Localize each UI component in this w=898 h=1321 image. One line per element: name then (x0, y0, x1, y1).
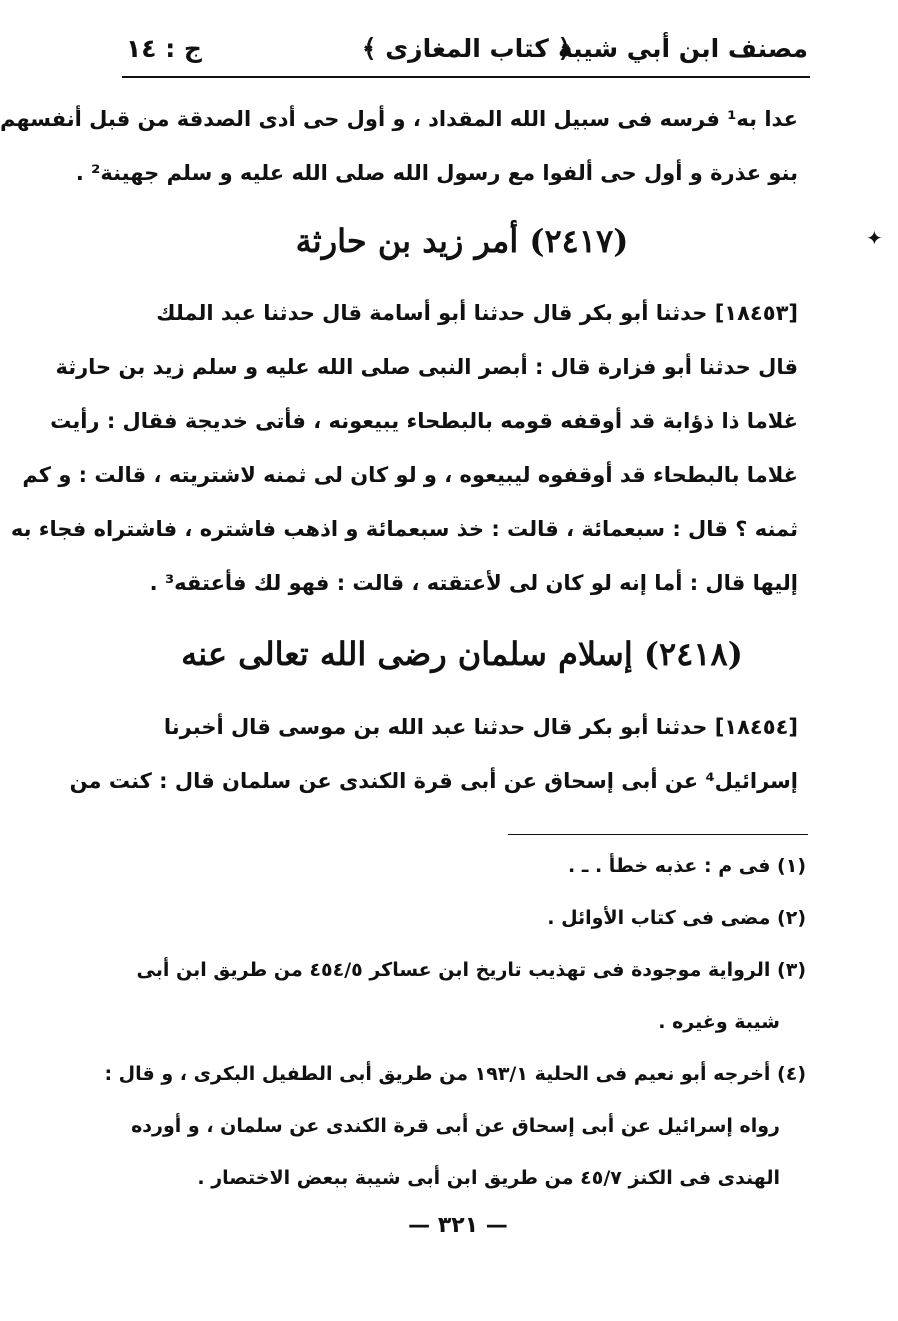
text-line: ثمنه ؟ قال : سبعمائة ، قالت : خذ سبعمائة و اذهب فاشتره ، فاشتراه فجاء به (10, 517, 798, 541)
book-title: مصنف ابن أبي شيبة (557, 34, 808, 63)
chapter-title: ﴿ كتاب المغازى ﴾ (361, 34, 573, 63)
text-line: إليها قال : أما إنه لو كان لى لأعتقته ، قالت : فهو لك فأعتقه³ . (149, 571, 798, 595)
section-body (69, 700, 798, 808)
text-line: [١٨٤٥٣] حدثنا أبو بكر قال حدثنا أبو أسامة قال حدثنا عبد الملك (156, 301, 798, 325)
footnote-4-continuation: رواه إسرائيل عن أبى إسحاق عن أبى قرة الكندى عن سلمان ، و أورده (131, 1115, 780, 1137)
page-header (126, 18, 808, 74)
footnote-4: (٤) أخرجه أبو نعيم فى الحلية ١٩٣/١ من طريق أبى الطفيل البكرى ، و قال : (104, 1063, 806, 1085)
section-title: (٢٤١٧) أمر زيد بن حارثة (295, 222, 629, 260)
margin-star-mark: ✦ (866, 226, 883, 250)
text-line: غلاما بالبطحاء قد أوقفوه ليبيعوه ، و لو كان لى ثمنه لاشتريته ، قالت : و كم (22, 463, 798, 487)
volume-number: ج : ١٤ (126, 34, 202, 63)
text-line: غلاما ذا ذؤابة قد أوقفه قومه بالبطحاء يبيعونه ، فأتى خديجة فقال : رأيت (50, 409, 798, 433)
text-line: إسرائيل⁴ عن أبى إسحاق عن أبى قرة الكندى عن سلمان قال : كنت من (69, 769, 798, 793)
text-line: [١٨٤٥٤] حدثنا أبو بكر قال حدثنا عبد الله بن موسى قال أخبرنا (163, 715, 798, 739)
footnote-1: (١) فى م : عذبه خطأ . ـ . (568, 855, 806, 877)
footnotes (104, 840, 806, 1204)
intro-paragraph (0, 92, 798, 200)
section-title: (٢٤١٨) إسلام سلمان رضى الله تعالى عنه (181, 635, 743, 673)
header-rule (122, 76, 810, 78)
text-line: بنو عذرة و أول حى ألفوا مع رسول الله صلى الله عليه و سلم جهينة² . (75, 161, 798, 185)
footnote-3: (٣) الرواية موجودة فى تهذيب تاريخ ابن عساكر ٤٥٤/٥ من طريق ابن أبى (136, 959, 806, 981)
text-line: عدا به¹ فرسه فى سبيل الله المقداد ، و أول حى أدى الصدقة من قبل أنفسهم (0, 107, 798, 131)
section-body (10, 286, 798, 610)
footnote-2: (٢) مضى فى كتاب الأوائل . (547, 907, 806, 929)
text-line: قال حدثنا أبو فزارة قال : أبصر النبى صلى الله عليه و سلم زيد بن حارثة (55, 355, 798, 379)
footnote-3-continuation: شيبة وغيره . (658, 1011, 780, 1033)
footnote-4-continuation: الهندى فى الكنز ٤٥/٧ من طريق ابن أبى شيبة ببعض الاختصار . (197, 1167, 780, 1189)
footnote-rule (508, 834, 808, 835)
page-number: — ٣٢١ — (408, 1213, 508, 1238)
